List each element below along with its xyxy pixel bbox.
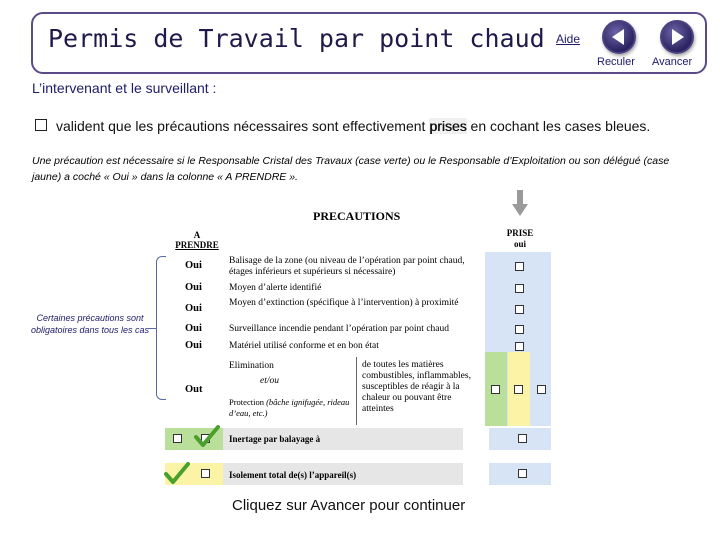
checkmark-icon xyxy=(164,461,190,485)
isolement-yellow-checkbox[interactable] xyxy=(201,469,210,478)
checkmark-icon xyxy=(194,424,220,448)
column-header-a-prendre xyxy=(172,230,222,250)
column-header-oui-label: oui xyxy=(513,239,526,249)
protection-detail: (bâche ignifugée, rideau d’eau, etc.) xyxy=(229,397,350,418)
row-5-oui: Oui xyxy=(185,340,202,351)
back-label: Reculer xyxy=(597,56,635,68)
row-2-oui: Oui xyxy=(185,282,202,293)
row-4-prise-checkbox[interactable] xyxy=(515,325,524,334)
bullet-square-icon xyxy=(35,119,47,131)
row-5-label: Matériel utilisé conforme et en bon état xyxy=(229,341,379,351)
page-title: Permis de Travail par point chaud xyxy=(48,24,545,53)
column-header-prendre: PRENDRE xyxy=(175,240,219,250)
triangle-left-icon xyxy=(604,22,634,52)
help-link[interactable]: Aide xyxy=(556,32,581,46)
row-2-prise-checkbox[interactable] xyxy=(515,284,524,293)
row-3-prise-checkbox[interactable] xyxy=(515,305,524,314)
row-2-label: Moyen d’alerte identifié xyxy=(229,283,322,293)
inertage-prise-checkbox[interactable] xyxy=(518,434,527,443)
elimination-oui: Out xyxy=(185,384,203,395)
intro-title: L’intervenant et le surveillant : xyxy=(32,80,217,96)
triangle-right-icon xyxy=(662,22,692,52)
side-note: Certaines précautions sont obligatoires dans tous les cas xyxy=(30,313,150,335)
bullet-text-end: en cochant les cases bleues. xyxy=(466,118,651,134)
bullet-text xyxy=(56,117,696,136)
row-3-label: Moyen d’extinction (spécifique à l’intervention) à proximité xyxy=(229,298,459,308)
bullet-text-start: valident que les précautions nécessaires sont effectivement xyxy=(56,118,430,134)
protection-block xyxy=(229,397,353,419)
protection-label: Protection xyxy=(229,397,264,407)
precautions-title: PRECAUTIONS xyxy=(313,209,401,223)
isolement-prise-checkbox[interactable] xyxy=(518,469,527,478)
elimination-label: Elimination xyxy=(229,361,274,371)
row-1-label: Balisage de la zone (ou niveau de l’opération par point chaud, étages inférieurs et supérieurs si nécessaire) xyxy=(229,256,465,277)
row-1-prise-checkbox[interactable] xyxy=(515,262,524,271)
inertage-label: Inertage par balayage à xyxy=(229,434,321,444)
footer-instruction: Cliquez sur Avancer pour continuer xyxy=(232,497,466,514)
yellow-checkbox[interactable] xyxy=(514,385,523,394)
back-button[interactable] xyxy=(602,20,636,54)
isolement-label: Isolement total de(s) l’appareil(s) xyxy=(229,470,357,480)
next-label: Avancer xyxy=(652,56,693,68)
next-button[interactable] xyxy=(660,20,694,54)
elimination-detail: de toutes les matières combustibles, inflammables, susceptibles de réagir à la chaleur ou pouvant être atteintes xyxy=(362,360,471,414)
bracket-connector xyxy=(146,328,156,329)
prise-elimination-checkbox[interactable] xyxy=(537,385,546,394)
inertage-green-checkbox[interactable] xyxy=(173,434,182,443)
and-or-label: et/ou xyxy=(260,376,279,386)
bracket xyxy=(156,256,166,400)
green-checkbox[interactable] xyxy=(491,385,500,394)
column-header-a: A xyxy=(193,230,201,240)
column-header-prise-label: PRISE xyxy=(506,228,534,238)
explanation-note: Une précaution est nécessaire si le Responsable Cristal des Travaux (case verte) ou le Responsable d’Exploitation ou son délégué (case jaune) a coché « Oui » dans la colonne « A PRENDRE ». xyxy=(32,155,670,183)
row-3-oui: Oui xyxy=(185,303,202,314)
row-4-label: Surveillance incendie pendant l’opération par point chaud xyxy=(229,324,450,334)
row-5-prise-checkbox[interactable] xyxy=(515,342,524,351)
bullet-text-emphasis: prises xyxy=(429,118,467,134)
elimination-divider xyxy=(356,357,357,425)
row-4-oui: Oui xyxy=(185,323,202,334)
column-header-prise xyxy=(500,228,540,250)
row-1-oui: Oui xyxy=(185,260,202,271)
arrow-down-icon xyxy=(512,190,528,216)
